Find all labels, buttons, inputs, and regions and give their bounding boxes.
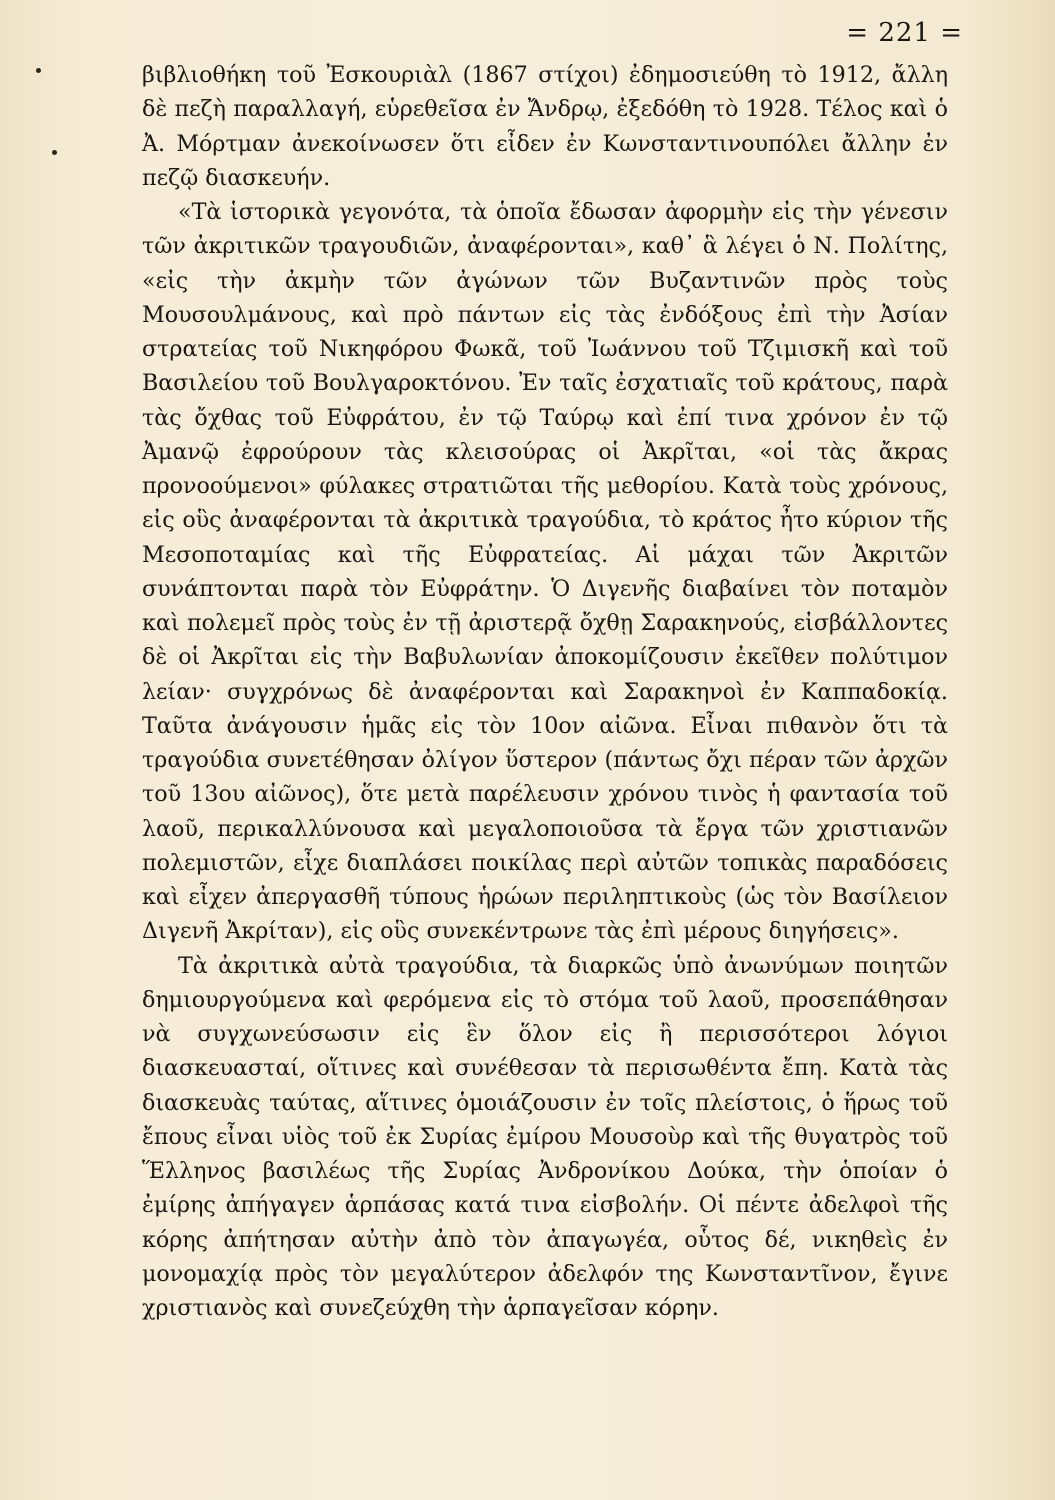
margin-dot-mark	[52, 150, 57, 155]
body-text	[142, 58, 948, 1325]
paragraph: «Τὰ ἱστορικὰ γεγονότα, τὰ ὁποῖα ἔδωσαν ἀφορμὴν εἰς τὴν γένεσιν τῶν ἀκριτικῶν τραγουδιῶν, ἀναφέρονται», καθ᾿ ἃ λέγει ὁ Ν. Πολίτης, «εἰς τὴν ἀκμὴν τῶν ἀγώνων τῶν Βυζαντινῶν πρὸς τοὺς Μουσουλμάνους, καὶ πρὸ πάντων εἰς τὰς ἐνδόξους ἐπὶ τὴν Ἀσίαν στρατείας τοῦ Νικηφόρου Φωκᾶ, τοῦ Ἰωάννου τοῦ Τζιμισκῆ καὶ τοῦ Βασιλείου τοῦ Βουλγαροκτόνου. Ἐν ταῖς ἐσχατιαῖς τοῦ κράτους, παρὰ τὰς ὄχθας τοῦ Εὐφράτου, ἐν τῷ Ταύρῳ καὶ ἐπί τινα χρόνον ἐν τῷ Ἀμανῷ ἐφρούρουν τὰς κλεισούρας οἱ Ἀκρῖται, «οἱ τὰς ἄκρας προνοούμενοι» φύλακες στρατιῶται τῆς μεθορίου. Κατὰ τοὺς χρόνους, εἰς οὓς ἀναφέρονται τὰ ἀκριτικὰ τραγούδια, τὸ κράτος ἦτο κύριον τῆς Μεσοποταμίας καὶ τῆς Εὐφρατείας. Αἱ μάχαι τῶν Ἀκριτῶν συνάπτονται παρὰ τὸν Εὐφράτην. Ὁ Διγενῆς διαβαίνει τὸν ποταμὸν καὶ πολεμεῖ πρὸς τοὺς ἐν τῇ ἀριστερᾷ ὄχθῃ Σαρακηνούς, εἰσβάλλοντες δὲ οἱ Ἀκρῖται εἰς τὴν Βαβυλωνίαν ἀποκομίζουσιν ἐκεῖθεν πολύτιμον λείαν· συγχρόνως δὲ ἀναφέρονται καὶ Σαρακηνοὶ ἐν Καππαδοκίᾳ. Ταῦτα ἀνάγουσιν ἡμᾶς εἰς τὸν 10ον αἰῶνα. Εἶναι πιθανὸν ὅτι τὰ τραγούδια συνετέθησαν ὀλίγον ὕστερον (πάντως ὄχι πέραν τῶν ἀρχῶν τοῦ 13ου αἰῶνος), ὅτε μετὰ παρέλευσιν χρόνου τινὸς ἡ φαντασία τοῦ λαοῦ, περικαλλύνουσα καὶ μεγαλοποιοῦσα τὰ ἔργα τῶν χριστιανῶν πολεμιστῶν, εἶχε διαπλάσει ποικίλας περὶ αὐτῶν τοπικὰς παραδόσεις καὶ εἶχεν ἀπεργασθῆ τύπους ἡρώων περιληπτικοὺς (ὡς τὸν Βασίλειον Διγενῆ Ἀκρίταν), εἰς οὓς συνεκέντρωνε τὰς ἐπὶ μέρους διηγήσεις».	[142, 199, 948, 945]
paragraph: βιβλιοθήκη τοῦ Ἐσκουριὰλ (1867 στίχοι) ἐδημοσιεύθη τὸ 1912, ἄλλη δὲ πεζὴ παραλλαγή, εὑρεθεῖσα ἐν Ἄνδρῳ, ἐξεδόθη τὸ 1928. Τέλος καὶ ὁ Ἀ. Μόρτμαν ἀνεκοίνωσεν ὅτι εἶδεν ἐν Κωνσταντινουπόλει ἄλλην ἐν πεζῷ διασκευήν.	[142, 62, 948, 191]
page-number: = 221 =	[846, 18, 963, 48]
margin-dot-mark	[36, 68, 41, 73]
paragraph: Τὰ ἀκριτικὰ αὐτὰ τραγούδια, τὰ διαρκῶς ὑπὸ ἀνωνύμων ποιητῶν δημιουργούμενα καὶ φερόμενα εἰς τὸ στόμα τοῦ λαοῦ, προσεπάθησαν νὰ συγχωνεύσωσιν εἰς ἓν ὅλον εἰς ἢ περισσότεροι λόγιοι διασκευασταί, οἵτινες καὶ συνέθεσαν τὰ περισωθέντα ἔπη. Κατὰ τὰς διασκευὰς ταύτας, αἵτινες ὁμοιάζουσιν ἐν τοῖς πλείστοις, ὁ ἥρως τοῦ ἔπους εἶναι υἱὸς τοῦ ἐκ Συρίας ἐμίρου Μουσοὺρ καὶ τῆς θυγατρὸς τοῦ Ἕλληνος βασιλέως τῆς Συρίας Ἀνδρονίκου Δούκα, τὴν ὁποίαν ὁ ἐμίρης ἀπήγαγεν ἁρπάσας κατά τινα εἰσβολήν. Οἱ πέντε ἀδελφοὶ τῆς κόρης ἀπήτησαν αὐτὴν ἀπὸ τὸν ἀπαγωγέα, οὗτος δέ, νικηθεὶς ἐν μονομαχίᾳ πρὸς τὸν μεγαλύτερον ἀδελφόν της Κωνσταντῖνον, ἔγινε χριστιανὸς καὶ συνεζεύχθη τὴν ἁρπαγεῖσαν κόρην.	[142, 952, 948, 1321]
